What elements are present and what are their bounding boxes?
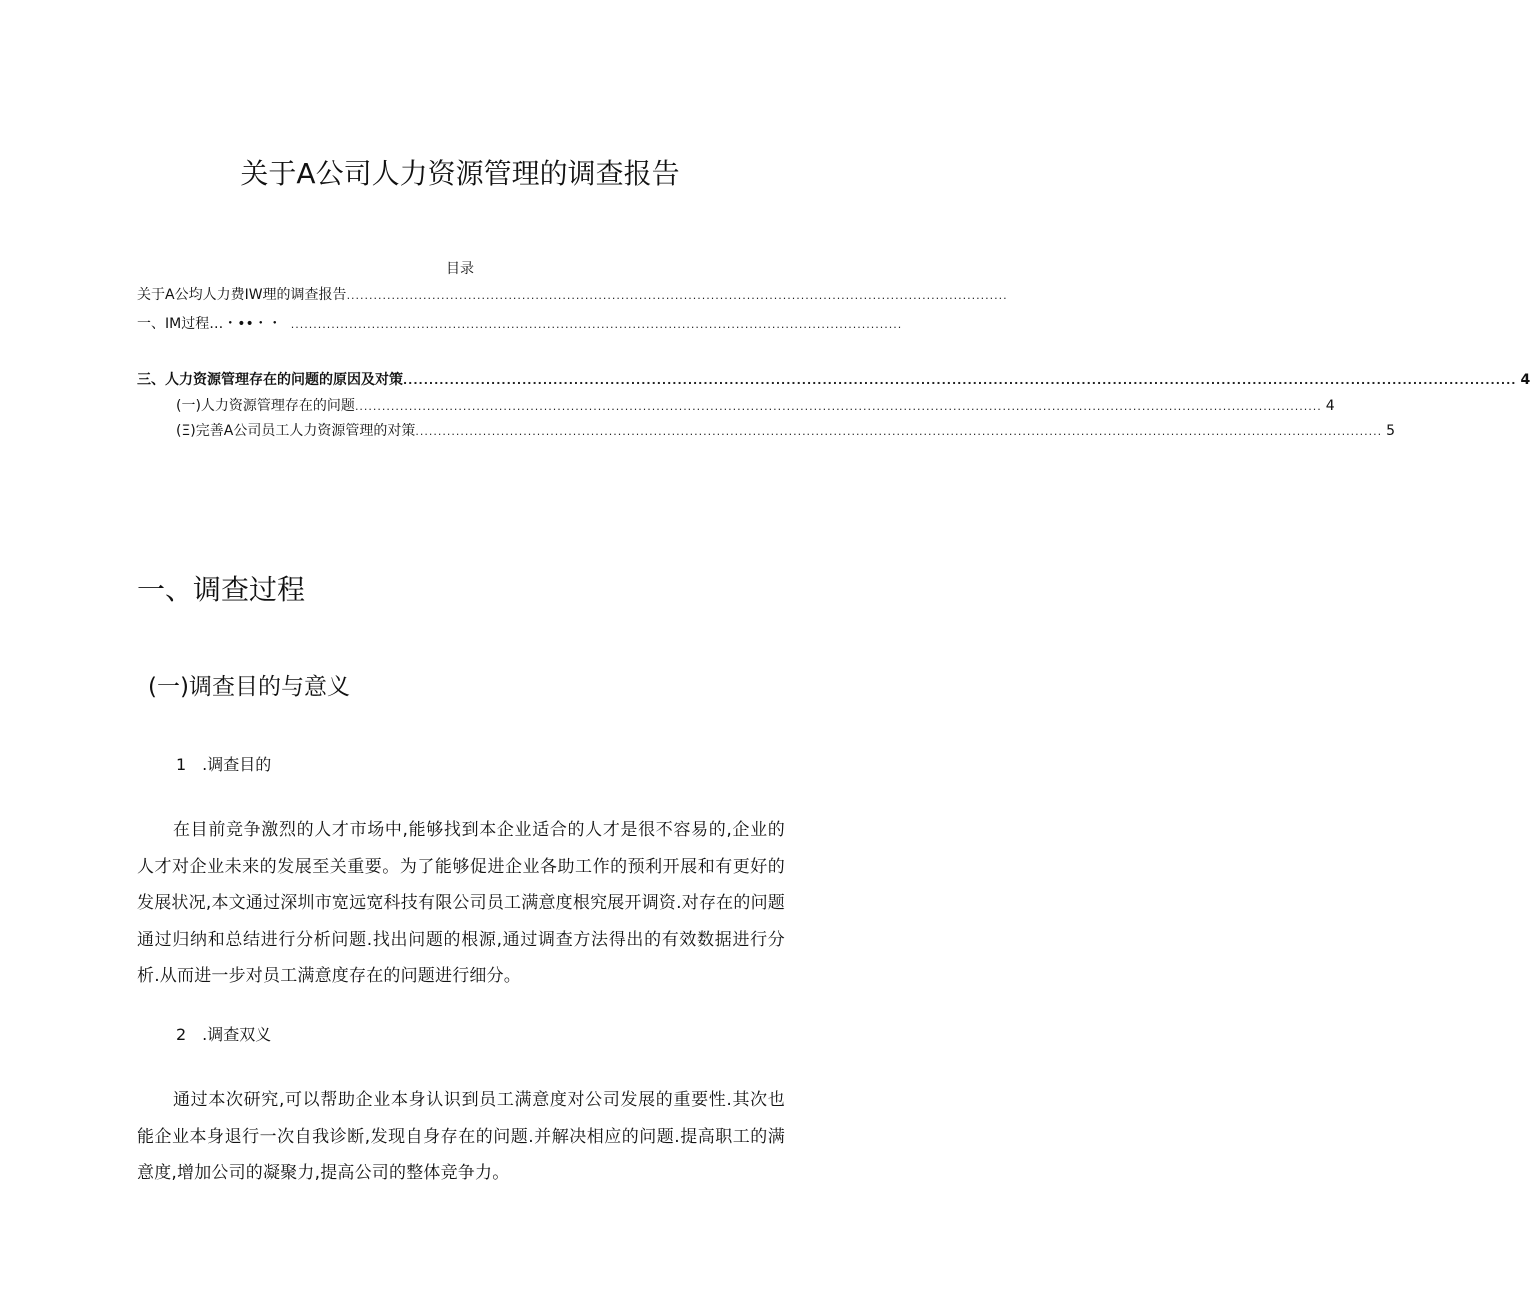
body-paragraph: 在目前竞争激烈的人才市场中,能够找到本企业适合的人才是很不容易的,企业的人才对企业未来的发展至关重要。为了能够促进企业各助工作的预利开展和有更好的发展状况,本文通过深圳市宽远宽科技有限公司员工满意度根究展开调资.对存在的问题通过归纳和总结进行分析问题.找出问题的根源,通过调查方法得出的有效数据进行分析.从而进一步对员工满意度存在的问题进行细分。 [137, 820, 785, 986]
subsection-heading: (一)调查目的与意义 [148, 674, 350, 700]
toc-entry[interactable] [137, 313, 903, 333]
toc-entry-text: (一)人力资源管理存在的问题 [176, 398, 355, 414]
document-title: 关于A公司人力资源管理的调查报告 [240, 157, 680, 190]
toc-leader-dots: ....................................................................................................................................................................................................................... [354, 400, 1322, 413]
toc-entry-text: (Ξ)完善A公司员工人力资源管理的对策 [176, 423, 416, 439]
toc-leader-dots: ....................................................................................................................................................................................................................... [415, 425, 1383, 438]
toc-leader-dots: ................................................................................................................................................... [346, 289, 1008, 302]
toc-entry-page: 4 [1325, 398, 1335, 414]
toc-entry-text: 三、人力资源管理存在的问题的原因及对策 [137, 372, 403, 388]
toc-heading: 目录 [446, 261, 474, 277]
toc-entry-page: 4 [1520, 372, 1530, 388]
toc-leader-dots: ....................................................................................................................................................................................................................... [403, 374, 1517, 387]
toc-entry[interactable] [176, 395, 1335, 415]
toc-entry-text: 关于A公均人力费IW理的调查报告 [137, 287, 347, 303]
toc-leader-dots: ........................................................................................................................................ [281, 318, 903, 331]
toc-entry[interactable] [137, 284, 1008, 304]
toc-entry-text: 一、IM过程…・••・・ [137, 316, 282, 332]
toc-entry[interactable] [137, 369, 1530, 389]
toc-entry-page: 5 [1386, 423, 1396, 439]
section-heading: 一、调查过程 [137, 573, 306, 606]
item-heading: 2 .调查双义 [176, 1025, 272, 1044]
body-paragraph: 通过本次研究,可以帮助企业本身认识到员工满意度对公司发展的重要性.其次也能企业本身退行一次自我诊断,发现自身存在的问题.并解决相应的问题.提高职工的满意度,增加公司的凝聚力,提高公司的整体竞争力。 [137, 1090, 785, 1183]
item-heading: 1 .调查目的 [176, 755, 272, 774]
toc-entry[interactable] [176, 420, 1396, 440]
